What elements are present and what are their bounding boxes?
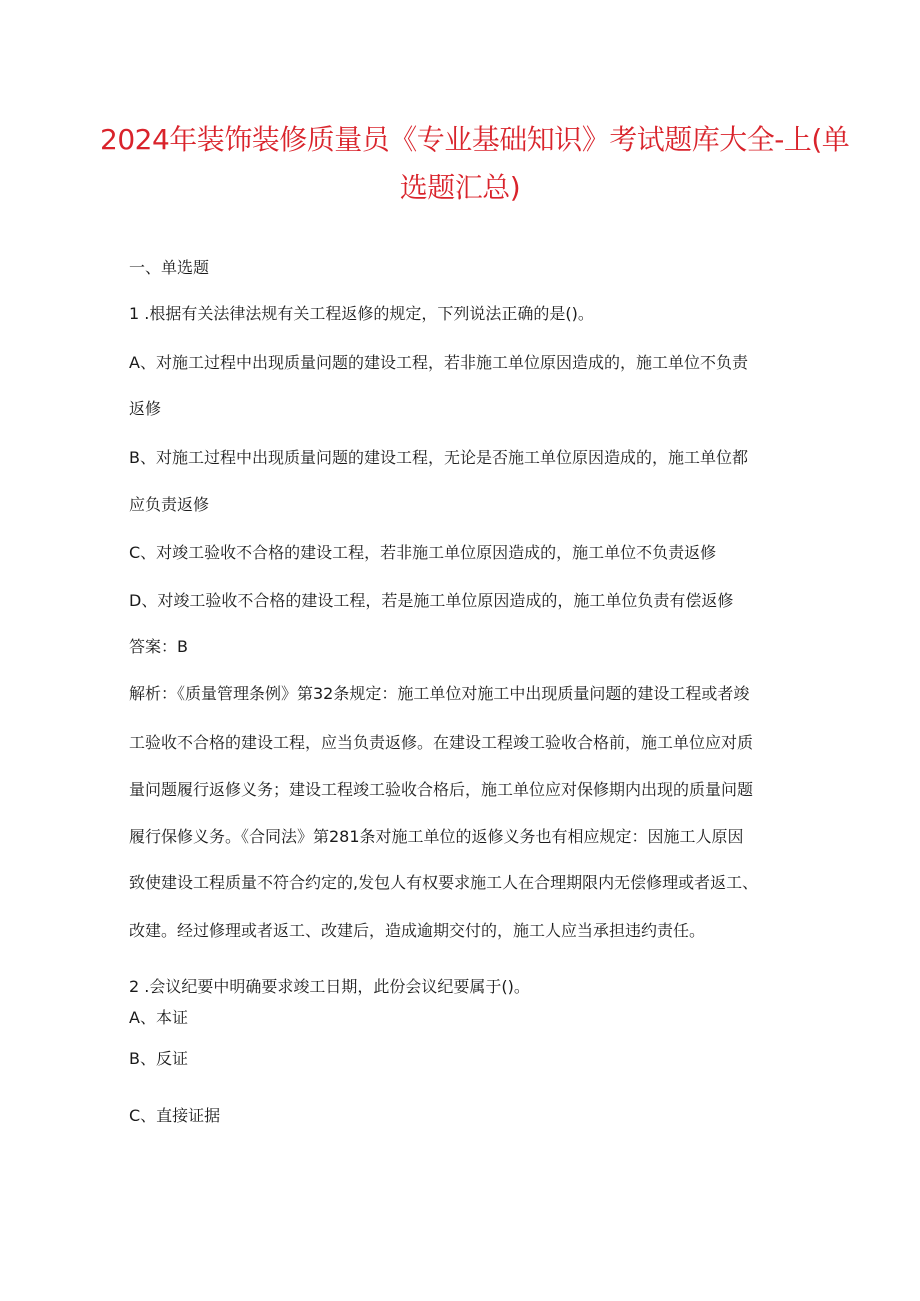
- question-2-option-c: C、直接证据: [129, 1106, 221, 1125]
- question-1-option-b-line-1: B、对施工过程中出现质量问题的建设工程，无论是否施工单位原因造成的，施工单位都: [129, 448, 748, 467]
- question-1-option-d: D、对竣工验收不合格的建设工程，若是施工单位原因造成的，施工单位负责有偿返修: [129, 591, 734, 610]
- question-2-option-b: B、反证: [129, 1049, 188, 1068]
- question-1-analysis-line-3: 量问题履行返修义务；建设工程竣工验收合格后，施工单位应对保修期内出现的质量问题: [129, 780, 754, 799]
- question-1-stem: 1 .根据有关法律法规有关工程返修的规定，下列说法正确的是()。: [129, 304, 594, 323]
- question-1-option-b-line-2: 应负责返修: [129, 495, 210, 514]
- document-title-line-1: 2024年装饰装修质量员《专业基础知识》考试题库大全-上(单: [100, 123, 850, 156]
- question-2-option-a: A、本证: [129, 1008, 188, 1027]
- document-title-line-2: 选题汇总): [399, 171, 521, 204]
- question-1-answer: 答案：B: [129, 637, 188, 656]
- question-1-analysis-line-1: 解析：《质量管理条例》第32条规定：施工单位对施工中出现质量问题的建设工程或者竣: [129, 684, 750, 703]
- question-1-analysis-line-2: 工验收不合格的建设工程，应当负责返修。在建设工程竣工验收合格前，施工单位应对质: [129, 733, 754, 752]
- section-heading: 一、单选题: [129, 258, 210, 277]
- question-2-stem: 2 .会议纪要中明确要求竣工日期，此份会议纪要属于()。: [129, 977, 530, 996]
- question-1-analysis-line-4: 履行保修义务。《合同法》第281条对施工单位的返修义务也有相应规定：因施工人原因: [129, 827, 744, 846]
- question-1-analysis-line-5: 致使建设工程质量不符合约定的,发包人有权要求施工人在合理期限内无偿修理或者返工、: [129, 873, 759, 892]
- question-1-analysis-line-6: 改建。经过修理或者返工、改建后，造成逾期交付的，施工人应当承担违约责任。: [129, 921, 706, 940]
- question-1-option-a-line-1: A、对施工过程中出现质量问题的建设工程，若非施工单位原因造成的，施工单位不负责: [129, 353, 748, 372]
- question-1-option-a-line-2: 返修: [129, 399, 162, 418]
- question-1-option-c: C、对竣工验收不合格的建设工程，若非施工单位原因造成的，施工单位不负责返修: [129, 543, 717, 562]
